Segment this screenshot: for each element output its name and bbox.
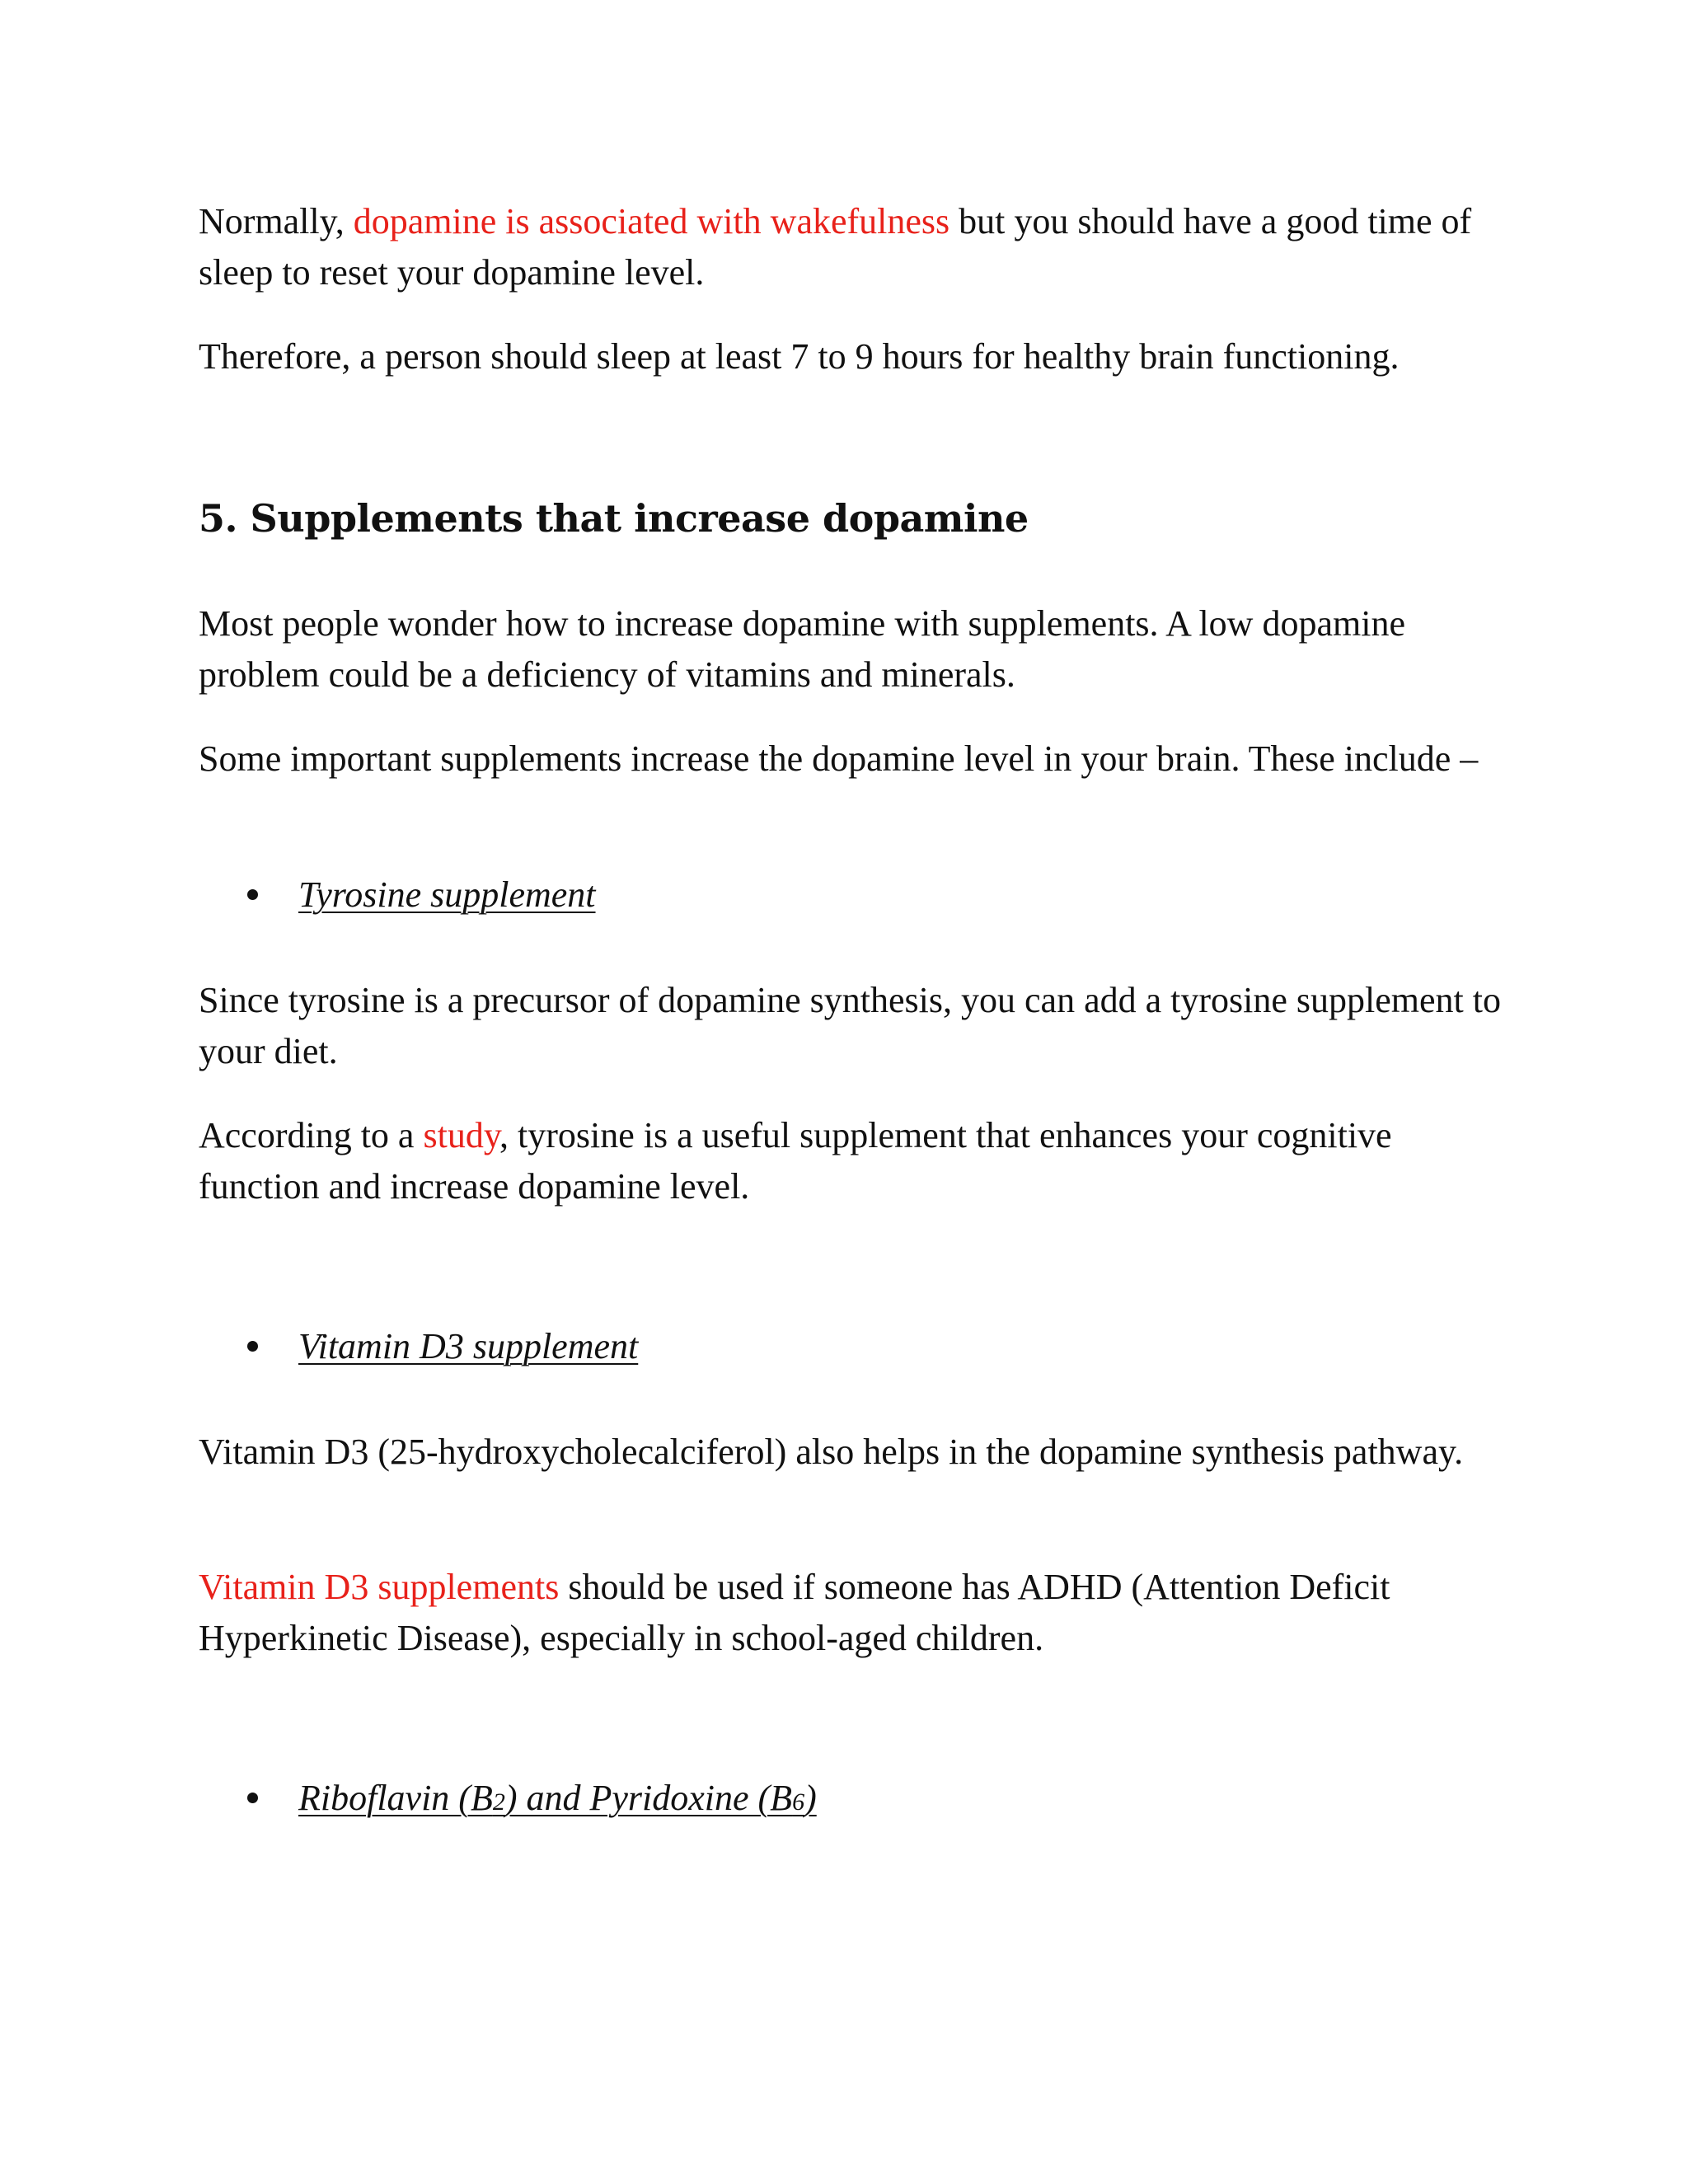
bullet-item-tyrosine	[247, 869, 596, 920]
paragraph-sleep-wakefulness	[199, 196, 1501, 298]
paragraph-text: should be used if someone has ADHD (Attention Deficit Hyperkinetic Disease), especially in school-aged children.	[199, 1567, 1390, 1658]
section-heading: 5. Supplements that increase dopamine	[199, 496, 1029, 541]
bullet-label-part: ) and Pyridoxine (B	[504, 1777, 793, 1818]
paragraph-text: but you should have a good time of sleep to reset your dopamine level.	[199, 201, 1472, 293]
link-vitamin-d3-supplements[interactable]: Vitamin D3 supplements	[199, 1567, 560, 1607]
paragraph-supplements-intro: Most people wonder how to increase dopamine with supplements. A low dopamine problem could be a deficiency of vitamins and minerals.	[199, 603, 1405, 695]
paragraph-sleep-hours: Therefore, a person should sleep at least 7 to 9 hours for healthy brain functioning.	[199, 336, 1400, 377]
bullet-label-subscript: 2	[492, 1788, 505, 1816]
paragraph-tyrosine-precursor: Since tyrosine is a precursor of dopamine synthesis, you can add a tyrosine supplement to your diet.	[199, 980, 1501, 1071]
bullet-label-part: )	[804, 1777, 817, 1818]
paragraph-vitamin-d3-adhd	[199, 1562, 1501, 1664]
paragraph-text: Normally,	[199, 201, 354, 241]
bullet-label-part: Riboflavin (B	[298, 1777, 493, 1818]
bullet-item-riboflavin-pyridoxine	[247, 1772, 817, 1823]
paragraph-vitamin-d3-pathway: Vitamin D3 (25-hydroxycholecalciferol) also helps in the dopamine synthesis pathway.	[199, 1432, 1464, 1472]
bullet-dot-icon	[247, 1341, 258, 1352]
bullet-item-vitamin-d3	[247, 1320, 638, 1371]
bullet-dot-icon	[247, 889, 258, 900]
link-dopamine-wakefulness[interactable]: dopamine is associated with wakefulness	[353, 201, 950, 241]
paragraph-supplements-list-intro: Some important supplements increase the dopamine level in your brain. These include –	[199, 738, 1479, 779]
bullet-label-tyrosine[interactable]: Tyrosine supplement	[298, 874, 596, 915]
link-study[interactable]: study	[423, 1115, 499, 1155]
paragraph-text: , tyrosine is a useful supplement that enhances your cognitive function and increase dopamine level.	[199, 1115, 1392, 1207]
bullet-label-riboflavin-pyridoxine[interactable]	[298, 1777, 817, 1819]
paragraph-tyrosine-study	[199, 1110, 1501, 1212]
bullet-dot-icon	[247, 1793, 258, 1803]
bullet-label-vitamin-d3[interactable]: Vitamin D3 supplement	[298, 1325, 639, 1366]
paragraph-text: According to a	[199, 1115, 424, 1155]
bullet-label-subscript: 6	[792, 1788, 805, 1816]
